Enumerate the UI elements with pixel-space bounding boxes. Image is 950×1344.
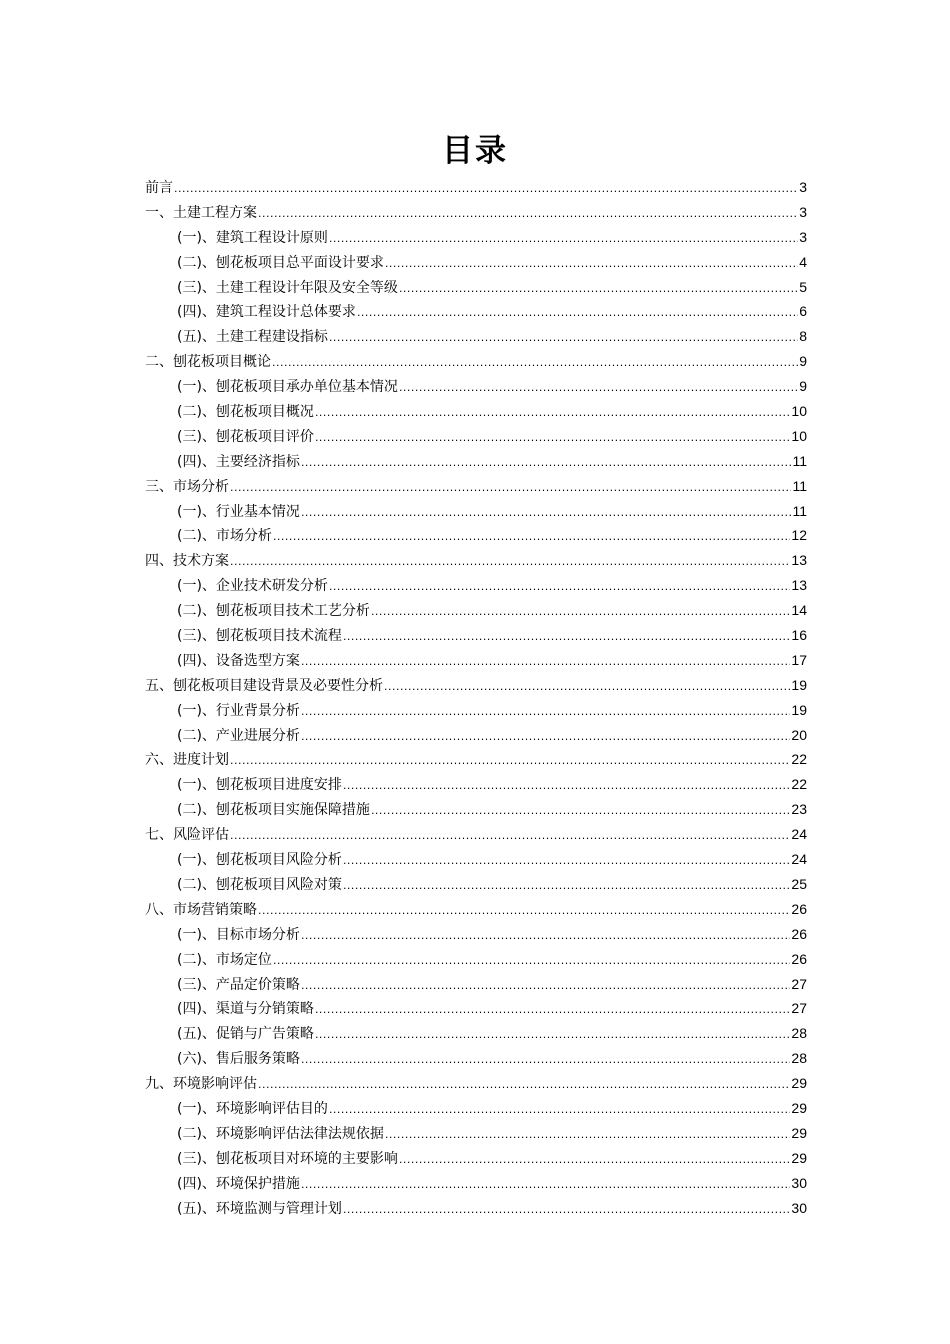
toc-section-entry[interactable] (145, 324, 807, 349)
toc-dot-leader (329, 575, 790, 600)
toc-page-number: 3 (799, 228, 807, 245)
toc-page-number: 24 (791, 826, 807, 843)
toc-section-entry[interactable] (145, 872, 807, 897)
toc-entry-label: (三)、土建工程设计年限及安全等级 (177, 279, 398, 296)
toc-page-number: 3 (799, 179, 807, 195)
toc-dot-leader (343, 774, 790, 799)
toc-entry-label: (一)、行业背景分析 (177, 702, 300, 719)
toc-dot-leader (273, 949, 790, 974)
toc-section-entry[interactable] (145, 225, 807, 250)
toc-page-number: 12 (791, 527, 807, 544)
toc-dot-leader (343, 874, 790, 899)
toc-section-entry[interactable] (145, 598, 807, 623)
toc-page-number: 8 (799, 328, 807, 345)
toc-entry-label: 四、技术方案 (145, 553, 229, 570)
toc-dot-leader (301, 1173, 790, 1198)
toc-section-entry[interactable] (145, 772, 807, 797)
toc-page-number: 9 (799, 378, 807, 395)
toc-page-number: 3 (799, 203, 807, 220)
toc-dot-leader (301, 725, 790, 750)
toc-dot-leader (258, 202, 798, 227)
toc-dot-leader (399, 277, 798, 302)
toc-dot-leader (343, 1198, 790, 1223)
toc-entry-label: (五)、环境监测与管理计划 (177, 1200, 342, 1217)
toc-section-entry[interactable] (145, 847, 807, 872)
toc-dot-leader (315, 1023, 790, 1048)
toc-section-entry[interactable] (145, 250, 807, 275)
toc-entry-label: 前言 (145, 180, 173, 196)
toc-entry-label: (三)、产品定价策略 (177, 976, 300, 993)
toc-chapter-entry[interactable] (145, 1071, 807, 1096)
toc-page-number: 27 (791, 975, 807, 992)
toc-dot-leader (230, 476, 791, 501)
toc-chapter-entry[interactable] (145, 897, 807, 922)
toc-page-number: 26 (791, 925, 807, 942)
toc-page-number: 29 (791, 1149, 807, 1166)
toc-page-number: 16 (791, 627, 807, 644)
toc-title: 目录 (442, 133, 508, 169)
toc-entry-label: (二)、市场分析 (177, 528, 272, 545)
toc-entry-label: (四)、设备选型方案 (177, 652, 300, 669)
toc-page-number: 29 (791, 1075, 807, 1092)
toc-dot-leader (343, 849, 790, 874)
toc-dot-leader (371, 799, 790, 824)
toc-dot-leader (258, 1073, 790, 1098)
toc-section-entry[interactable] (145, 996, 807, 1021)
toc-entry-label: (一)、刨花板项目风险分析 (177, 852, 342, 869)
toc-section-entry[interactable] (145, 374, 807, 399)
toc-section-entry[interactable] (145, 1146, 807, 1171)
toc-page-number: 9 (799, 353, 807, 370)
toc-page-number: 27 (791, 1000, 807, 1017)
toc-dot-leader (230, 550, 790, 575)
toc-chapter-entry[interactable] (145, 747, 807, 772)
toc-entry-label: 一、土建工程方案 (145, 204, 257, 221)
toc-entry-label: (五)、土建工程建设指标 (177, 329, 328, 346)
toc-section-entry[interactable] (145, 797, 807, 822)
toc-dot-leader (385, 252, 798, 277)
toc-entry-label: (五)、促销与广告策略 (177, 1026, 314, 1043)
toc-section-entry[interactable] (145, 499, 807, 524)
toc-dot-leader (301, 974, 790, 999)
toc-chapter-entry[interactable] (145, 673, 807, 698)
toc-page-number: 26 (791, 900, 807, 917)
toc-chapter-entry[interactable] (145, 200, 807, 225)
toc-entry-label: (一)、企业技术研发分析 (177, 578, 328, 595)
toc-entry-label: (一)、刨花板项目进度安排 (177, 777, 342, 794)
toc-page-number: 17 (791, 651, 807, 668)
toc-entry-label: (六)、售后服务策略 (177, 1051, 300, 1068)
toc-section-entry[interactable] (145, 1021, 807, 1046)
toc-page-number: 22 (791, 776, 807, 793)
toc-section-entry[interactable] (145, 449, 807, 474)
toc-section-entry[interactable] (145, 648, 807, 673)
toc-chapter-entry[interactable] (145, 175, 807, 200)
toc-page-number: 10 (791, 403, 807, 420)
toc-chapter-entry[interactable] (145, 822, 807, 847)
toc-page-number: 23 (791, 801, 807, 818)
toc-entry-label: (三)、刨花板项目技术流程 (177, 628, 342, 645)
toc-entry-label: (一)、目标市场分析 (177, 926, 300, 943)
toc-page-number: 6 (799, 303, 807, 320)
toc-dot-leader (343, 625, 790, 650)
toc-entry-label: (四)、主要经济指标 (177, 453, 300, 470)
toc-entry-label: 八、市场营销策略 (145, 901, 257, 918)
toc-entry-label: (四)、环境保护措施 (177, 1175, 300, 1192)
toc-page-number: 11 (792, 477, 807, 494)
toc-chapter-entry[interactable] (145, 349, 807, 374)
toc-section-entry[interactable] (145, 723, 807, 748)
toc-page-number: 29 (791, 1124, 807, 1141)
toc-dot-leader (301, 650, 790, 675)
toc-dot-leader (399, 1148, 790, 1173)
toc-page-number: 11 (792, 502, 807, 519)
toc-page-number: 4 (799, 253, 807, 270)
toc-entry-label: (二)、市场定位 (177, 951, 272, 968)
toc-page-number: 28 (791, 1025, 807, 1042)
toc-page-number: 26 (791, 950, 807, 967)
toc-dot-leader (301, 501, 792, 526)
toc-entry-label: (二)、刨花板项目实施保障措施 (177, 802, 370, 819)
toc-entry-label: (二)、刨花板项目风险对策 (177, 876, 342, 893)
toc-dot-leader (329, 227, 798, 252)
toc-page-number: 20 (791, 726, 807, 743)
toc-entry-label: (二)、刨花板项目概况 (177, 404, 314, 421)
toc-section-entry[interactable] (145, 1196, 807, 1221)
toc-entry-label: (二)、环境影响评估法律法规依据 (177, 1125, 384, 1142)
toc-entry-label: (二)、刨花板项目技术工艺分析 (177, 603, 370, 620)
toc-entry-label: (三)、刨花板项目评价 (177, 428, 314, 445)
toc-dot-leader (357, 301, 798, 326)
toc-entry-label: (一)、刨花板项目承办单位基本情况 (177, 379, 398, 396)
toc-section-entry[interactable] (145, 1121, 807, 1146)
toc-section-entry[interactable] (145, 299, 807, 324)
toc-chapter-entry[interactable] (145, 474, 807, 499)
toc-entry-label: (四)、建筑工程设计总体要求 (177, 304, 356, 321)
toc-page-number: 24 (791, 851, 807, 868)
toc-dot-leader (384, 675, 790, 700)
toc-entry-label: (二)、产业进展分析 (177, 727, 300, 744)
toc-dot-leader (301, 451, 792, 476)
toc-section-entry[interactable] (145, 972, 807, 997)
toc-entry-label: 六、进度计划 (145, 752, 229, 769)
toc-section-entry[interactable] (145, 424, 807, 449)
toc-chapter-entry[interactable] (145, 548, 807, 573)
toc-page-number: 22 (791, 751, 807, 768)
toc-page-number: 30 (791, 1174, 807, 1191)
toc-entry-label: (一)、建筑工程设计原则 (177, 229, 328, 246)
toc-dot-leader (301, 924, 790, 949)
toc-page-number: 19 (791, 701, 807, 718)
toc-entry-label: (一)、环境影响评估目的 (177, 1100, 328, 1117)
toc-page-number: 11 (792, 452, 807, 469)
toc-section-entry[interactable] (145, 947, 807, 972)
toc-entry-label: 三、市场分析 (145, 478, 229, 495)
toc-dot-leader (315, 401, 790, 426)
toc-dot-leader (230, 824, 790, 849)
toc-dot-leader (273, 525, 790, 550)
toc-section-entry[interactable] (145, 1096, 807, 1121)
toc-entry-label: (四)、渠道与分销策略 (177, 1001, 314, 1018)
toc-section-entry[interactable] (145, 1171, 807, 1196)
toc-section-entry[interactable] (145, 623, 807, 648)
toc-entry-label: (三)、刨花板项目对环境的主要影响 (177, 1150, 398, 1167)
toc-dot-leader (174, 177, 798, 202)
toc-section-entry[interactable] (145, 698, 807, 723)
toc-dot-leader (329, 326, 798, 351)
toc-entry-label: (二)、刨花板项目总平面设计要求 (177, 254, 384, 271)
toc-page-number: 25 (791, 875, 807, 892)
toc-entry-label: 九、环境影响评估 (145, 1076, 257, 1093)
toc-page-number: 10 (791, 427, 807, 444)
toc-dot-leader (272, 351, 798, 376)
toc-list (145, 175, 807, 1220)
toc-page-number: 28 (791, 1050, 807, 1067)
toc-page-number: 13 (791, 577, 807, 594)
toc-section-entry[interactable] (145, 523, 807, 548)
toc-section-entry[interactable] (145, 1046, 807, 1071)
toc-page-number: 14 (791, 602, 807, 619)
toc-section-entry[interactable] (145, 922, 807, 947)
toc-section-entry[interactable] (145, 573, 807, 598)
toc-page-number: 13 (791, 552, 807, 569)
toc-dot-leader (371, 600, 790, 625)
toc-entry-label: 二、刨花板项目概论 (145, 354, 271, 371)
toc-dot-leader (385, 1123, 790, 1148)
toc-entry-label: 七、风险评估 (145, 827, 229, 844)
toc-page-number: 30 (791, 1199, 807, 1216)
toc-page-number: 29 (791, 1099, 807, 1116)
toc-page-number: 19 (791, 676, 807, 693)
toc-dot-leader (258, 899, 790, 924)
toc-dot-leader (315, 998, 790, 1023)
toc-section-entry[interactable] (145, 275, 807, 300)
toc-dot-leader (329, 1098, 790, 1123)
toc-section-entry[interactable] (145, 399, 807, 424)
toc-entry-label: (一)、行业基本情况 (177, 503, 300, 520)
toc-dot-leader (315, 426, 790, 451)
toc-page-number: 5 (799, 278, 807, 295)
toc-dot-leader (230, 749, 790, 774)
toc-entry-label: 五、刨花板项目建设背景及必要性分析 (145, 677, 383, 694)
toc-dot-leader (399, 376, 798, 401)
toc-dot-leader (301, 1048, 790, 1073)
toc-dot-leader (301, 700, 790, 725)
